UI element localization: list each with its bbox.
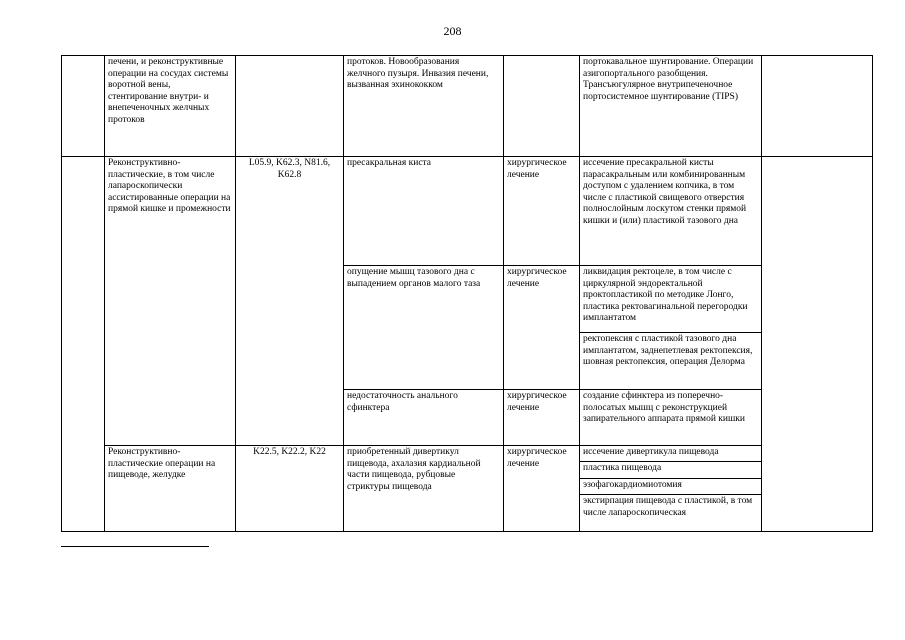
- table-cell: K22.5, K22.2, K22: [236, 446, 344, 532]
- table-row: [62, 56, 873, 157]
- table-cell: ректопексия с пластикой тазового дна имплантатом, заднепетлевая ректопексия, шовная ректопексия, операция Делорма: [580, 333, 762, 390]
- table-cell: хирургическое лечение: [504, 390, 580, 446]
- table-cell: [762, 157, 873, 532]
- table-cell: [580, 446, 762, 532]
- table-cell: создание сфинктера из поперечно-полосатых мышц с реконструкцией запирательного аппарата прямой кишки: [580, 390, 762, 446]
- table-cell: недостаточность анального сфинктера: [344, 390, 504, 446]
- table-cell: [236, 56, 344, 157]
- procedures-table: [61, 55, 873, 532]
- table-cell: [62, 56, 105, 157]
- table-row: [62, 157, 873, 266]
- table-cell: Реконструктивно-пластические операции на пищеводе, желудке: [105, 446, 236, 532]
- table-cell: портокавальное шунтирование. Операции азигопортального разобщения. Трансъюгулярное внутрипеченочное портосистемное шунтирование (TIPS): [580, 56, 762, 157]
- table-subcell: эзофагокардиомиотомия: [580, 479, 761, 495]
- table-cell: L05.9, K62.3, N81.6, K62.8: [236, 157, 344, 446]
- table-cell: Реконструктивно-пластические, в том числе лапароскопически ассистированные операции на прямой кишке и промежности: [105, 157, 236, 446]
- page-number: 208: [443, 24, 462, 38]
- table-cell: хирургическое лечение: [504, 157, 580, 266]
- footnote-separator: [61, 546, 209, 547]
- table-cell: пресакральная киста: [344, 157, 504, 266]
- table-cell: приобретенный дивертикул пищевода, ахалазия кардиальной части пищевода, рубцовые стриктуры пищевода: [344, 446, 504, 532]
- table-cell: протоков. Новообразования желчного пузыря. Инвазия печени, вызванная эхинококком: [344, 56, 504, 157]
- table-row: [62, 446, 873, 532]
- table-cell: [504, 56, 580, 157]
- table-cell: печени, и реконструктивные операции на сосудах системы воротной вены, стентирование внутри- и внепеченочных желчных протоков: [105, 56, 236, 157]
- table-cell: [762, 56, 873, 157]
- table-subcell: иссечение дивертикула пищевода: [580, 446, 761, 462]
- table-subcell: пластика пищевода: [580, 462, 761, 479]
- table-cell: иссечение пресакральной кисты парасакральным или комбинированным доступом с удалением копчика, в том числе с пластикой свищевого отверстия полнослойным лоскутом стенки прямой кишки и (или) пластикой тазового дна: [580, 157, 762, 266]
- table-cell: ликвидация ректоцеле, в том числе с циркулярной эндоректальной проктопластикой по методике Лонго, пластика ректовагинальной перегородки имплантатом: [580, 266, 762, 333]
- table-subcell: экстирпация пищевода с пластикой, в том числе лапароскопическая: [583, 496, 753, 518]
- table-cell: опущение мышц тазового дна с выпадением органов малого таза: [344, 266, 504, 390]
- table-cell: хирургическое лечение: [504, 266, 580, 390]
- table-cell: хирургическое лечение: [504, 446, 580, 532]
- table-cell: [62, 157, 105, 532]
